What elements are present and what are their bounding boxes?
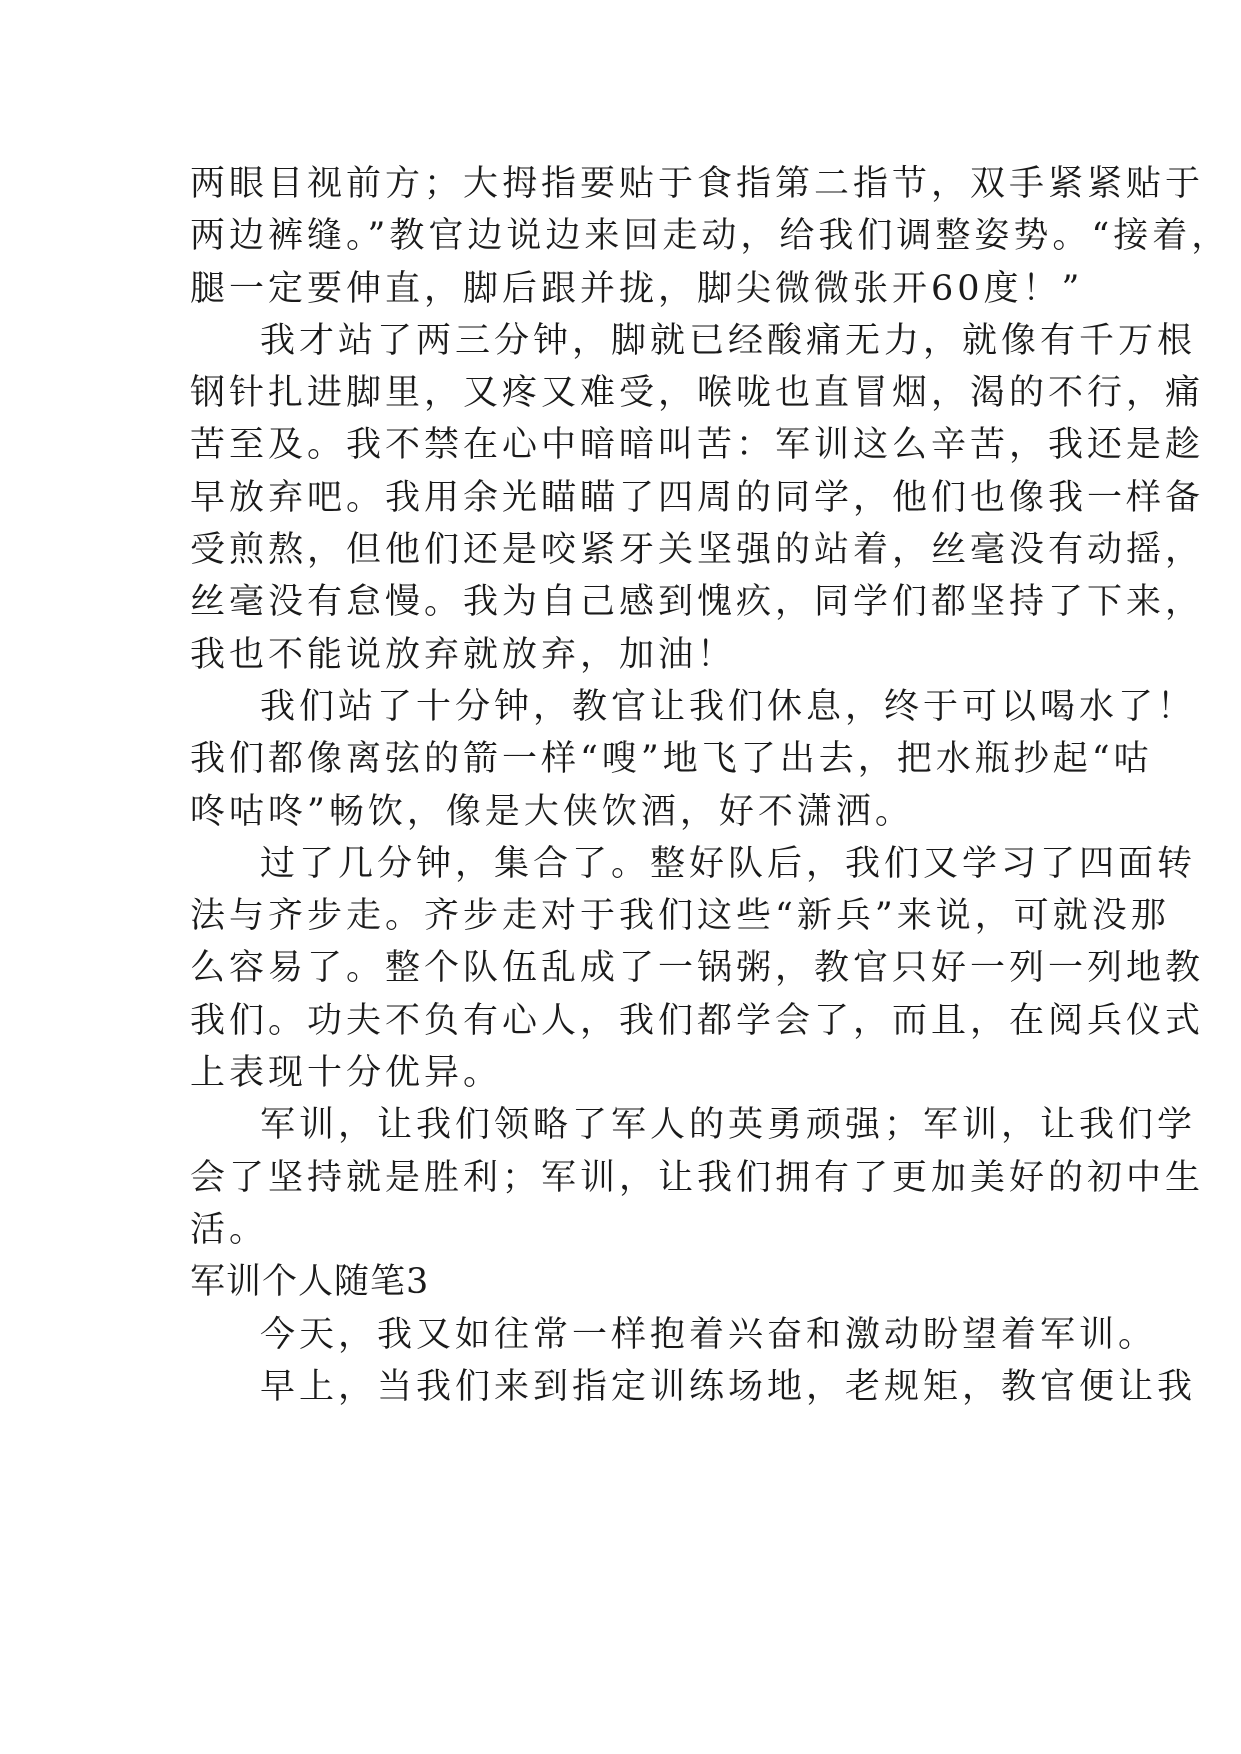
text-line: 丝毫没有怠慢。我为自己感到愧疚，同学们都坚持了下来， xyxy=(190,582,1205,623)
paragraph-first-line: 今天，我又如往常一样抱着兴奋和激动盼望着军训。 xyxy=(260,1314,1158,1355)
text-line: 活。 xyxy=(190,1209,269,1250)
text-line: 法与齐步走。齐步走对于我们这些“新兵”来说，可就没那 xyxy=(190,896,1170,937)
text-line: 受煎熬，但他们还是咬紧牙关坚强的站着，丝毫没有动摇， xyxy=(190,530,1205,571)
text-line: 早放弃吧。我用余光瞄瞄了四周的同学，他们也像我一样备 xyxy=(190,477,1205,518)
text-line: 我也不能说放弃就放弃，加油！ xyxy=(190,634,737,675)
text-line: 咚咕咚”畅饮，像是大侠饮酒，好不潇洒。 xyxy=(190,791,914,832)
paragraph-first-line: 早上，当我们来到指定训练场地，老规矩，教官便让我 xyxy=(260,1366,1197,1407)
text-line: 苦至及。我不禁在心中暗暗叫苦：军训这么辛苦，我还是趁 xyxy=(190,425,1205,466)
text-line: 会了坚持就是胜利；军训，让我们拥有了更加美好的初中生 xyxy=(190,1157,1205,1198)
text-line: 我们。功夫不负有心人，我们都学会了，而且，在阅兵仪式 xyxy=(190,1000,1205,1041)
text-line: 腿一定要伸直，脚后跟并拢，脚尖微微张开60度！” xyxy=(190,268,1084,309)
text-line: 我们都像离弦的箭一样“嗖”地飞了出去，把水瓶抄起“咕 xyxy=(190,739,1153,780)
text-line: 两边裤缝。”教官边说边来回走动，给我们调整姿势。“接着， xyxy=(190,216,1231,257)
text-line: 么容易了。整个队伍乱成了一锅粥，教官只好一列一列地教 xyxy=(190,948,1205,989)
paragraph-first-line: 军训，让我们领略了军人的英勇顽强；军训，让我们学 xyxy=(260,1105,1197,1146)
text-line: 钢针扎进脚里，又疼又难受，喉咙也直冒烟，渴的不行，痛 xyxy=(190,373,1205,414)
text-line: 两眼目视前方；大拇指要贴于食指第二指节，双手紧紧贴于 xyxy=(190,164,1205,204)
document-body xyxy=(190,158,1231,1413)
text-line: 上表现十分优异。 xyxy=(190,1053,503,1094)
paragraph-first-line: 我们站了十分钟，教官让我们休息，终于可以喝水了！ xyxy=(260,686,1197,727)
section-heading: 军训个人随笔3 xyxy=(190,1262,430,1303)
paragraph-first-line: 我才站了两三分钟，脚就已经酸痛无力，就像有千万根 xyxy=(260,320,1197,361)
paragraph-first-line: 过了几分钟，集合了。整好队后，我们又学习了四面转 xyxy=(260,843,1197,884)
